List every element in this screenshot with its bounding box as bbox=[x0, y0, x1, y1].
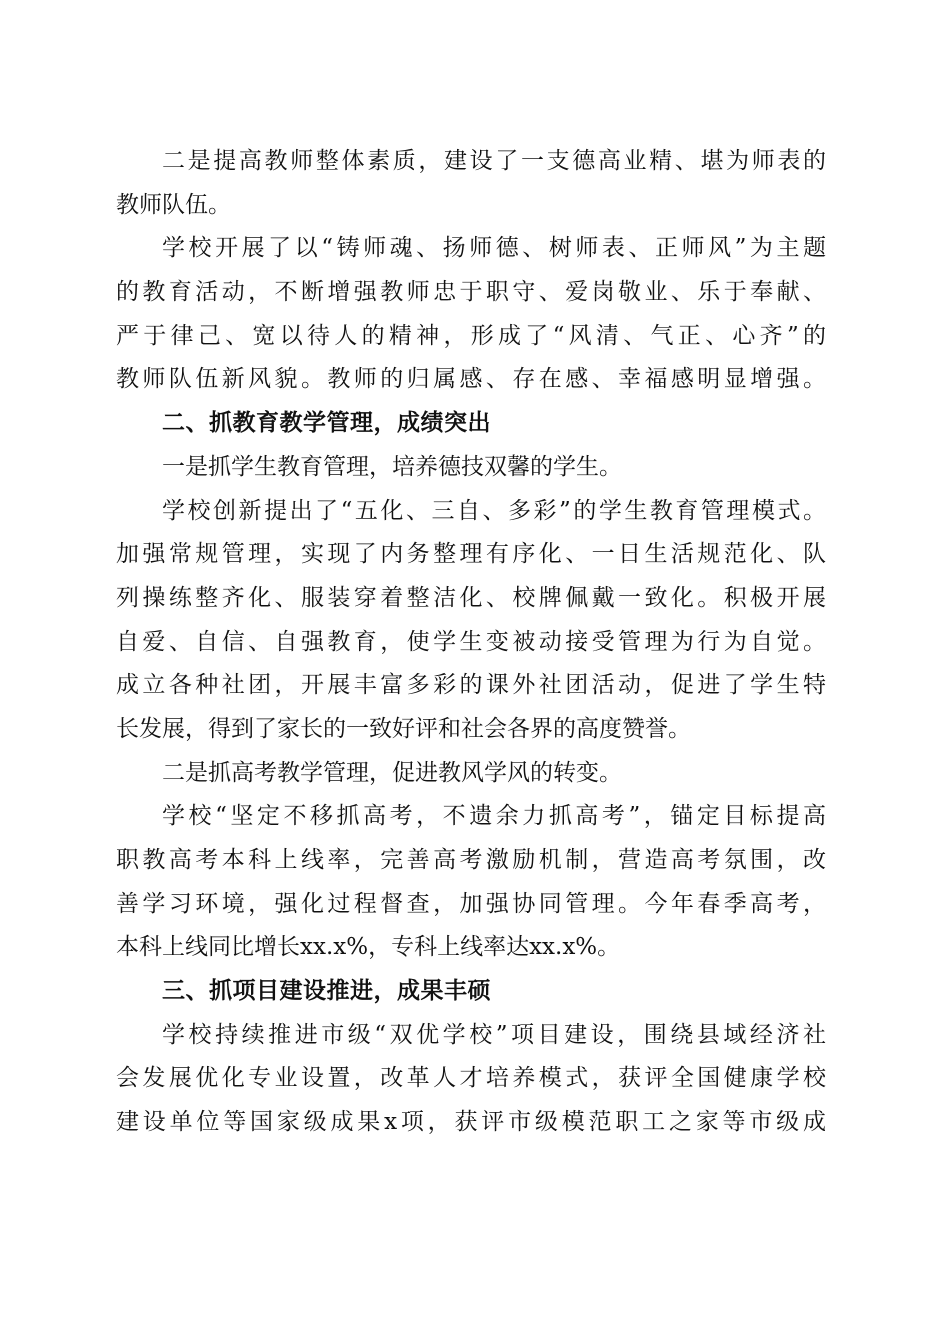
paragraph-line: 教师队伍新风貌。教师的归属感、存在感、幸福感明显增强。 bbox=[116, 366, 826, 393]
paragraph-line: 的教育活动，不断增强教师忠于职守、爱岗敬业、乐于奉献、 bbox=[116, 279, 826, 306]
paragraph-line: 教师队伍。 bbox=[116, 191, 231, 218]
paragraph-line: 严于律己、宽以待人的精神，形成了“风清、气正、心齐”的 bbox=[116, 322, 826, 349]
paragraph-line: 职教高考本科上线率，完善高考激励机制，营造高考氛围，改 bbox=[116, 847, 826, 873]
paragraph-line: 学校创新提出了“五化、三自、多彩”的学生教育管理模式。 bbox=[162, 497, 826, 524]
section-heading: 三、抓项目建设推进，成果丰硕 bbox=[162, 978, 491, 1005]
paragraph-line: 学校“坚定不移抓高考，不遗余力抓高考”，锚定目标提高 bbox=[162, 803, 826, 830]
document-page bbox=[116, 140, 826, 1145]
paragraph-line: 加强常规管理，实现了内务整理有序化、一日生活规范化、队 bbox=[116, 541, 826, 568]
paragraph-line: 长发展，得到了家长的一致好评和社会各界的高度赞誉。 bbox=[116, 715, 691, 742]
subsection-heading: 一是抓学生教育管理，培养德技双馨的学生。 bbox=[162, 453, 622, 480]
paragraph-line: 本科上线同比增长xx.x%，专科上线率达xx.x%。 bbox=[116, 934, 621, 961]
paragraph-line: 列操练整齐化、服装穿着整洁化、校牌佩戴一致化。积极开展 bbox=[116, 584, 826, 611]
paragraph-line: 学校开展了以“铸师魂、扬师德、树师表、正师风”为主题 bbox=[162, 235, 826, 262]
paragraph-line: 成立各种社团，开展丰富多彩的课外社团活动，促进了学生特 bbox=[116, 672, 826, 699]
paragraph-line: 善学习环境，强化过程督查，加强协同管理。今年春季高考， bbox=[116, 890, 826, 917]
subsection-heading: 二是抓高考教学管理，促进教风学风的转变。 bbox=[162, 759, 622, 786]
paragraph-line: 学校持续推进市级“双优学校”项目建设，围绕县域经济社 bbox=[162, 1021, 826, 1048]
paragraph-line: 自爱、自信、自强教育，使学生变被动接受管理为行为自觉。 bbox=[116, 628, 826, 655]
paragraph-line: 会发展优化专业设置，改革人才培养模式，获评全国健康学校 bbox=[116, 1065, 826, 1092]
paragraph-line: 建设单位等国家级成果x项，获评市级模范职工之家等市级成 bbox=[116, 1109, 826, 1136]
section-heading: 二、抓教育教学管理，成绩突出 bbox=[162, 410, 491, 437]
paragraph-line: 二是提高教师整体素质，建设了一支德高业精、堪为师表的 bbox=[162, 148, 826, 174]
